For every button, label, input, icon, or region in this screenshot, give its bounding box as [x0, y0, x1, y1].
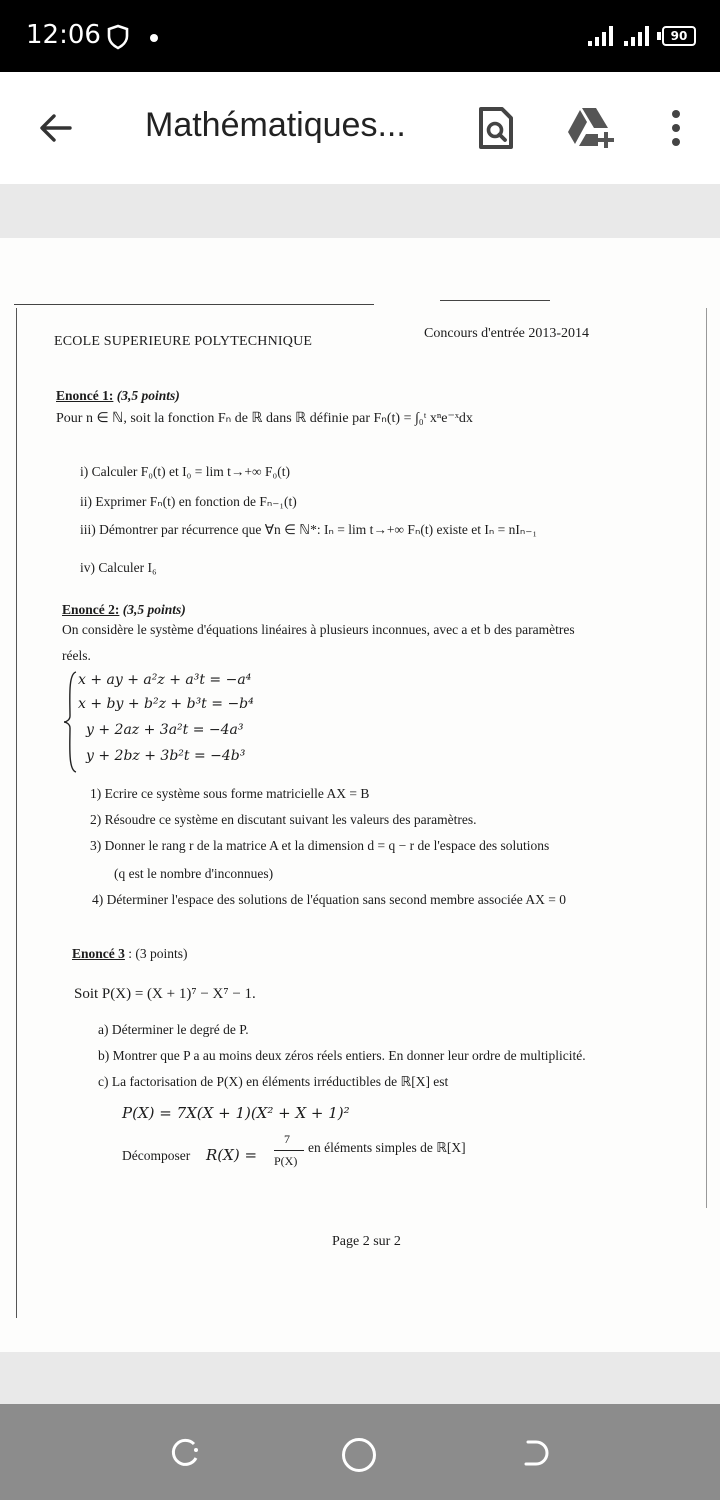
scan-border-left	[16, 308, 17, 1318]
battery-icon: 90	[662, 26, 696, 46]
ex2-item-2: 2) Résoudre ce système en discutant suivant les valeurs des paramètres.	[90, 812, 477, 827]
notification-dot-icon	[150, 34, 158, 42]
add-to-drive-icon[interactable]	[566, 106, 616, 150]
scan-border-top	[14, 304, 374, 305]
more-options-icon[interactable]	[666, 108, 686, 148]
recent-apps-icon[interactable]	[170, 1438, 200, 1468]
document-page	[0, 238, 720, 1352]
exam-session: Concours d'entrée 2013-2014	[424, 326, 590, 341]
ex3-factorization: P(X) = 7X(X + 1)(X² + X + 1)²	[122, 1104, 350, 1122]
scanned-exam-page	[0, 238, 720, 1352]
status-time: 12:06	[26, 20, 101, 50]
ex3-title: Enoncé 3 : (3 points)	[72, 946, 188, 961]
navigation-bar	[0, 1404, 720, 1500]
ex2-item-3: 3) Donner le rang r de la matrice A et la dimension d = q − r de l'espace des solutions	[90, 838, 550, 853]
back-nav-icon[interactable]	[520, 1438, 550, 1468]
ex3-fraction-bar	[274, 1150, 304, 1151]
signal-icon-2	[624, 26, 650, 46]
ex3-item-b: b) Montrer que P a au moins deux zéros réels entiers. En donner leur ordre de multiplicité.	[98, 1048, 586, 1063]
school-name: ECOLE SUPERIEURE POLYTECHNIQUE	[54, 334, 313, 349]
ex3-fraction-numerator: 7	[284, 1132, 290, 1146]
system-eq-3: y + 2az + 3a²t = −4a³	[86, 722, 244, 738]
back-arrow-icon[interactable]	[36, 108, 76, 148]
system-eq-4: y + 2bz + 3b²t = −4b³	[86, 748, 246, 764]
battery-cap	[657, 32, 661, 40]
signal-icon-1	[588, 26, 614, 46]
scan-border-top-right	[440, 300, 550, 301]
ex1-intro: Pour n ∈ ℕ, soit la fonction Fₙ de ℝ dans ℝ définie par Fₙ(t) = ∫₀ᵗ xⁿe⁻ˣdx	[56, 411, 473, 426]
ex1-item-1: i) Calculer F₀(t) et I₀ = lim t→+∞ F₀(t)	[80, 464, 290, 479]
ex3-intro: Soit P(X) = (X + 1)⁷ − X⁷ − 1.	[74, 986, 256, 1002]
app-bar	[0, 72, 720, 184]
ex3-decompose-label: Décomposer	[122, 1148, 191, 1163]
ex3-item-a: a) Déterminer le degré de P.	[98, 1022, 249, 1037]
ex3-fraction-denominator: P(X)	[274, 1154, 298, 1168]
document-title: Mathématiques...	[145, 106, 406, 144]
ex3-decompose-rest: en éléments simples de ℝ[X]	[308, 1140, 466, 1155]
shield-icon	[106, 24, 130, 50]
ex2-item-4: 4) Déterminer l'espace des solutions de l'équation sans second membre associée AX = 0	[92, 892, 566, 907]
ex1-title: Enoncé 1: (3,5 points)	[56, 388, 180, 403]
ex2-title: Enoncé 2: (3,5 points)	[62, 602, 186, 617]
ex2-item-1: 1) Ecrire ce système sous forme matricielle AX = B	[90, 786, 370, 801]
system-eq-1: x + ay + a²z + a³t = −a⁴	[78, 672, 252, 688]
home-button[interactable]	[342, 1438, 376, 1472]
scan-border-right	[706, 308, 707, 1208]
ex1-item-4: iv) Calculer I₆	[80, 560, 157, 575]
ex1-item-2: ii) Exprimer Fₙ(t) en fonction de Fₙ₋₁(t)	[80, 494, 297, 509]
search-document-icon[interactable]	[478, 106, 514, 150]
status-bar	[0, 0, 720, 72]
page-footer: Page 2 sur 2	[332, 1234, 401, 1249]
ex2-intro-line-1: On considère le système d'équations linéaires à plusieurs inconnues, avec a et b des paramètres	[62, 622, 575, 637]
ex1-item-3: iii) Démontrer par récurrence que ∀n ∈ ℕ*: Iₙ = lim t→+∞ Fₙ(t) existe et Iₙ = nIₙ₋₁	[80, 522, 538, 537]
ex3-item-c: c) La factorisation de P(X) en éléments irréductibles de ℝ[X] est	[98, 1074, 449, 1089]
document-viewer[interactable]	[0, 184, 720, 1404]
ex2-intro-line-2: réels.	[62, 648, 91, 663]
ex2-item-3-note: (q est le nombre d'inconnues)	[114, 866, 274, 881]
system-eq-2: x + by + b²z + b³t = −b⁴	[78, 696, 254, 712]
ex3-decompose-lhs: R(X) =	[206, 1146, 258, 1164]
